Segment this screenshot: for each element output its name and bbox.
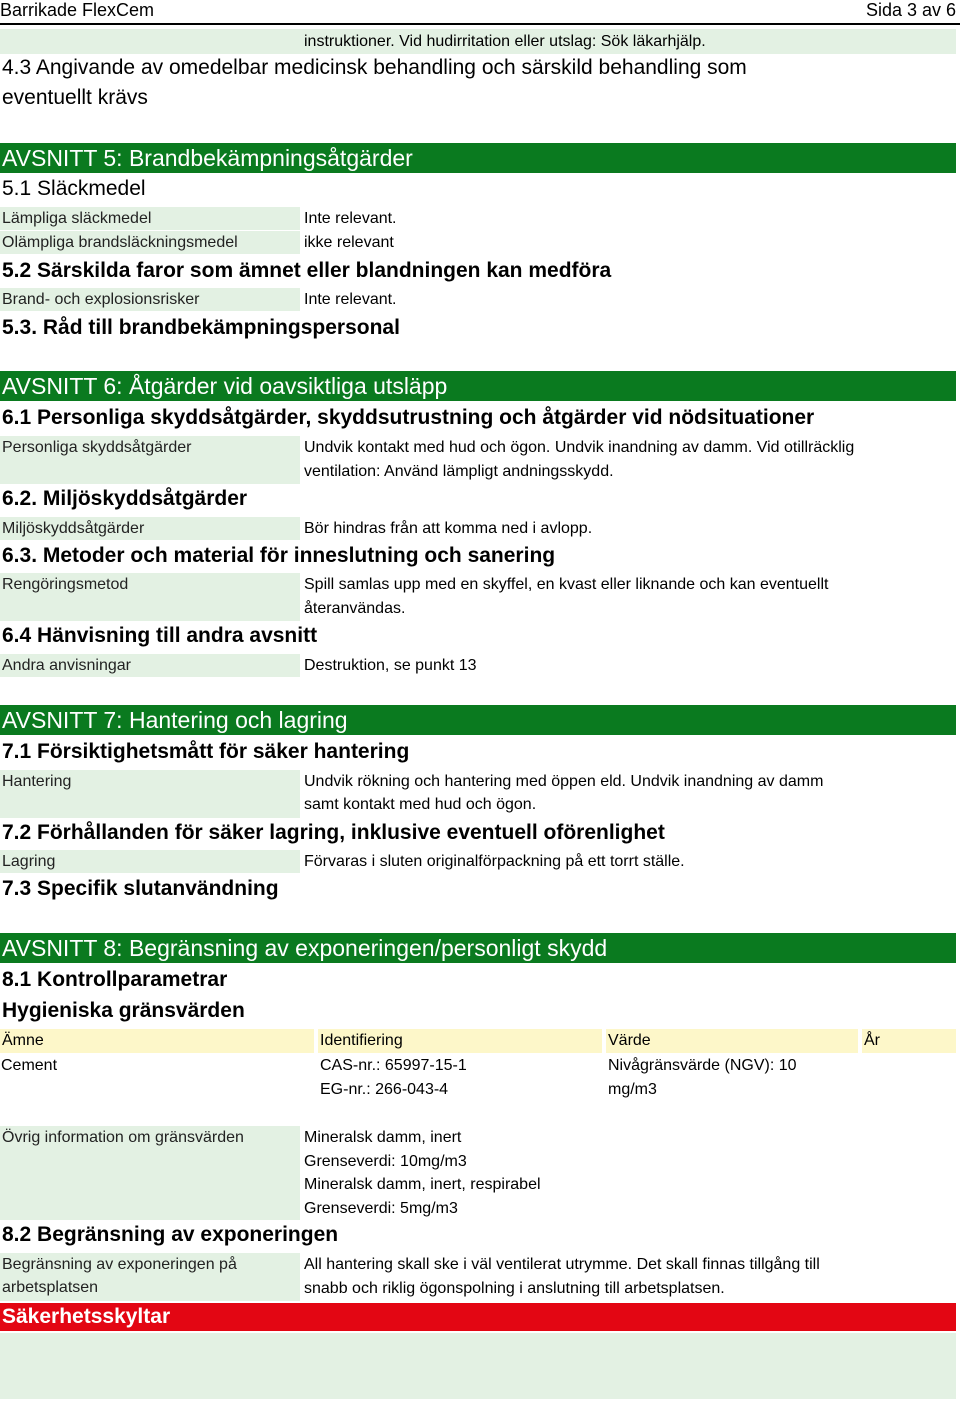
fire-hazard-value: Inte relevant.: [304, 291, 397, 308]
other-limit-info-line1: Mineralsk damm, inert: [304, 1129, 462, 1146]
hygiene-limits-title: Hygieniska gränsvärden: [2, 999, 245, 1022]
table-header-value: Värde: [606, 1029, 858, 1053]
subsection-6-2-title: 6.2. Miljöskyddsåtgärder: [2, 487, 248, 510]
cleaning-method-value-line2: återanvändas.: [304, 600, 406, 617]
other-instructions-label: Andra anvisningar: [0, 654, 300, 677]
personal-protection-value-line1: Undvik kontakt med hud och ögon. Undvik inandning av damm. Vid otillräcklig: [304, 439, 855, 456]
subsection-6-3-title: 6.3. Metoder och material för inneslutning och sanering: [2, 544, 556, 567]
other-limit-info-line2: Grenseverdi: 10mg/m3: [304, 1153, 467, 1170]
suitable-extinguishing-value: Inte relevant.: [304, 210, 397, 227]
subsection-4-3-title-line2: eventuellt krävs: [2, 86, 148, 109]
other-instructions-value: Destruktion, se punkt 13: [304, 657, 477, 674]
safety-signs-area: [0, 1333, 956, 1399]
table-cell-value-line2: mg/m3: [608, 1081, 657, 1098]
subsection-7-1-title: 7.1 Försiktighetsmått för säker hantering: [2, 740, 410, 763]
workplace-exposure-label-line2: arbetsplatsen: [2, 1279, 99, 1296]
safety-signs-header: Säkerhetsskyltar: [0, 1303, 956, 1331]
other-limit-info-line3: Mineralsk damm, inert, respirabel: [304, 1176, 541, 1193]
handling-label: Hantering: [0, 770, 300, 818]
storage-label: Lagring: [0, 850, 300, 873]
continuation-text: instruktioner. Vid hudirritation eller utslag: Sök läkarhjälp.: [304, 33, 706, 50]
handling-value-line2: samt kontakt med hud och ögon.: [304, 796, 537, 813]
cleaning-method-label: Rengöringsmetod: [0, 573, 300, 621]
workplace-exposure-label: [0, 1253, 300, 1301]
section-8-header: AVSNITT 8: Begränsning av exponeringen/personligt skydd: [0, 933, 956, 963]
subsection-8-1-title: 8.1 Kontrollparametrar: [2, 968, 228, 991]
subsection-5-2-title: 5.2 Särskilda faror som ämnet eller blandningen kan medföra: [2, 259, 612, 282]
header-divider: [0, 23, 960, 25]
subsection-7-2-title: 7.2 Förhållanden för säker lagring, inklusive eventuell oförenlighet: [2, 821, 665, 844]
other-limit-info-line4: Grenseverdi: 5mg/m3: [304, 1200, 458, 1217]
table-cell-substance: Cement: [1, 1057, 58, 1074]
table-header-year: År: [862, 1029, 956, 1053]
subsection-7-3-title: 7.3 Specifik slutanvändning: [2, 877, 279, 900]
storage-value: Förvaras i sluten originalförpackning på ett torrt ställe.: [304, 853, 685, 870]
page-number: Sida 3 av 6: [865, 0, 956, 20]
section-5-header: AVSNITT 5: Brandbekämpningsåtgärder: [0, 143, 956, 173]
environmental-value: Bör hindras från att komma ned i avlopp.: [304, 520, 593, 537]
unsuitable-extinguishing-value: ikke relevant: [304, 234, 394, 251]
table-header-identification: Identifiering: [318, 1029, 602, 1053]
personal-protection-label: Personliga skyddsåtgärder: [0, 436, 300, 484]
section-7-header: AVSNITT 7: Hantering och lagring: [0, 705, 956, 735]
subsection-6-4-title: 6.4 Hänvisning till andra avsnitt: [2, 624, 318, 647]
other-limit-info-label: Övrig information om gränsvärden: [0, 1126, 300, 1220]
workplace-exposure-label-line1: Begränsning av exponeringen på: [2, 1256, 237, 1273]
workplace-exposure-value-line1: All hantering skall ske i väl ventilerat utrymme. Det skall finnas tillgång till: [304, 1256, 820, 1273]
environmental-label: Miljöskyddsåtgärder: [0, 517, 300, 540]
subsection-8-2-title: 8.2 Begränsning av exponeringen: [2, 1223, 339, 1246]
personal-protection-value-line2: ventilation: Använd lämpligt andningsskydd.: [304, 463, 614, 480]
table-cell-cas: CAS-nr.: 65997-15-1: [320, 1057, 467, 1074]
workplace-exposure-value-line2: snabb och riklig ögonspolning i anslutning till arbetsplatsen.: [304, 1280, 725, 1297]
unsuitable-extinguishing-label: Olämpliga brandsläckningsmedel: [0, 231, 300, 254]
subsection-5-1-title: 5.1 Släckmedel: [2, 177, 146, 200]
section-6-header: AVSNITT 6: Åtgärder vid oavsiktliga utsläpp: [0, 371, 956, 401]
table-cell-value-line1: Nivågränsvärde (NGV): 10: [608, 1057, 797, 1074]
subsection-6-1-title: 6.1 Personliga skyddsåtgärder, skyddsutrustning och åtgärder vid nödsituationer: [2, 406, 815, 429]
subsection-4-3-title-line1: 4.3 Angivande av omedelbar medicinsk behandling och särskild behandling som: [2, 56, 747, 79]
document-title: Barrikade FlexCem: [0, 0, 155, 20]
cleaning-method-value-line1: Spill samlas upp med en skyffel, en kvast eller liknande och kan eventuellt: [304, 576, 829, 593]
handling-value-line1: Undvik rökning och hantering med öppen eld. Undvik inandning av damm: [304, 773, 824, 790]
suitable-extinguishing-label: Lämpliga släckmedel: [0, 207, 300, 230]
table-cell-ec: EG-nr.: 266-043-4: [320, 1081, 449, 1098]
table-header-substance: Ämne: [0, 1029, 314, 1053]
fire-hazard-label: Brand- och explosionsrisker: [0, 288, 300, 311]
subsection-5-3-title: 5.3. Råd till brandbekämpningspersonal: [2, 316, 400, 339]
